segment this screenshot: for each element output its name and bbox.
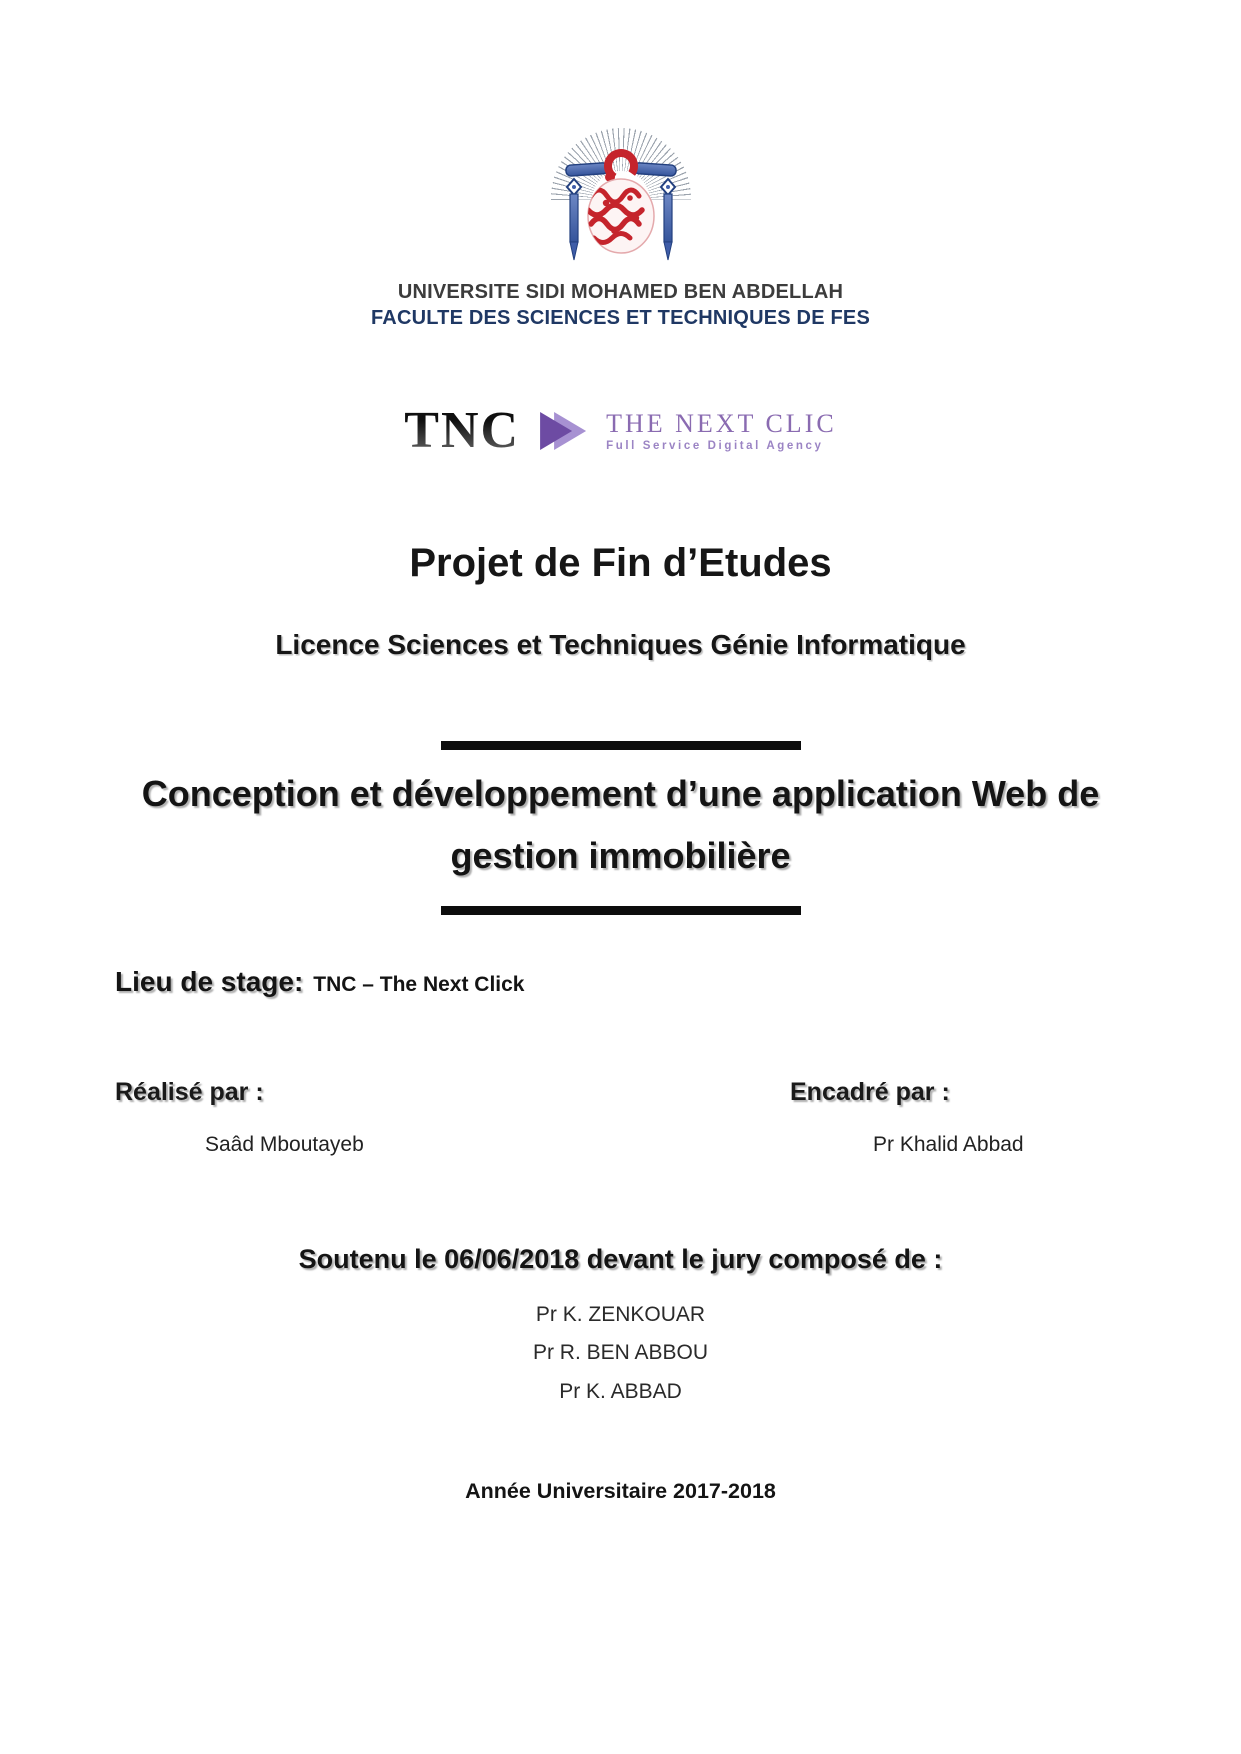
document-heading: Projet de Fin d’Etudes: [409, 541, 832, 585]
tnc-arrows-icon: [540, 410, 586, 452]
jury-member: Pr K. ABBAD: [559, 1380, 682, 1403]
defense-intro: Soutenu le 06/06/2018 devant le jury composé de :: [298, 1244, 943, 1274]
jury-member: Pr R. BEN ABBOU: [532, 1341, 709, 1364]
academic-year: Année Universitaire 2017-2018: [465, 1479, 776, 1503]
university-emblem: [546, 128, 696, 280]
author-name: Saâd Mboutayeb: [205, 1133, 364, 1156]
supervisor-name: Pr Khalid Abbad: [873, 1133, 1024, 1156]
supervisor-label: Encadré par :: [790, 1078, 950, 1106]
report-title-line1: Conception et développement d’une application Web de: [141, 773, 1100, 814]
jury-member: Pr K. ZENKOUAR: [535, 1303, 706, 1326]
university-name: UNIVERSITE SIDI MOHAMED BEN ABDELLAH: [397, 281, 844, 303]
title-rule-bottom: [441, 906, 801, 915]
internship-value: TNC – The Next Click: [313, 973, 525, 996]
tnc-company-name: THE NEXT CLIC: [606, 408, 837, 438]
author-label: Réalisé par :: [115, 1078, 264, 1106]
emblem-graphic-icon: [546, 128, 696, 280]
tnc-acronym: TNC: [404, 402, 521, 459]
tnc-logo: [0, 402, 1241, 459]
tnc-tagline: Full Service Digital Agency: [606, 439, 824, 452]
internship-row: [115, 966, 525, 998]
title-rule-top: [441, 741, 801, 750]
report-title-line2: gestion immobilière: [450, 835, 791, 876]
faculty-name: FACULTE DES SCIENCES ET TECHNIQUES DE FES: [370, 307, 870, 329]
degree-subheading: Licence Sciences et Techniques Génie Informatique: [275, 629, 966, 660]
internship-label: Lieu de stage:: [115, 966, 304, 997]
